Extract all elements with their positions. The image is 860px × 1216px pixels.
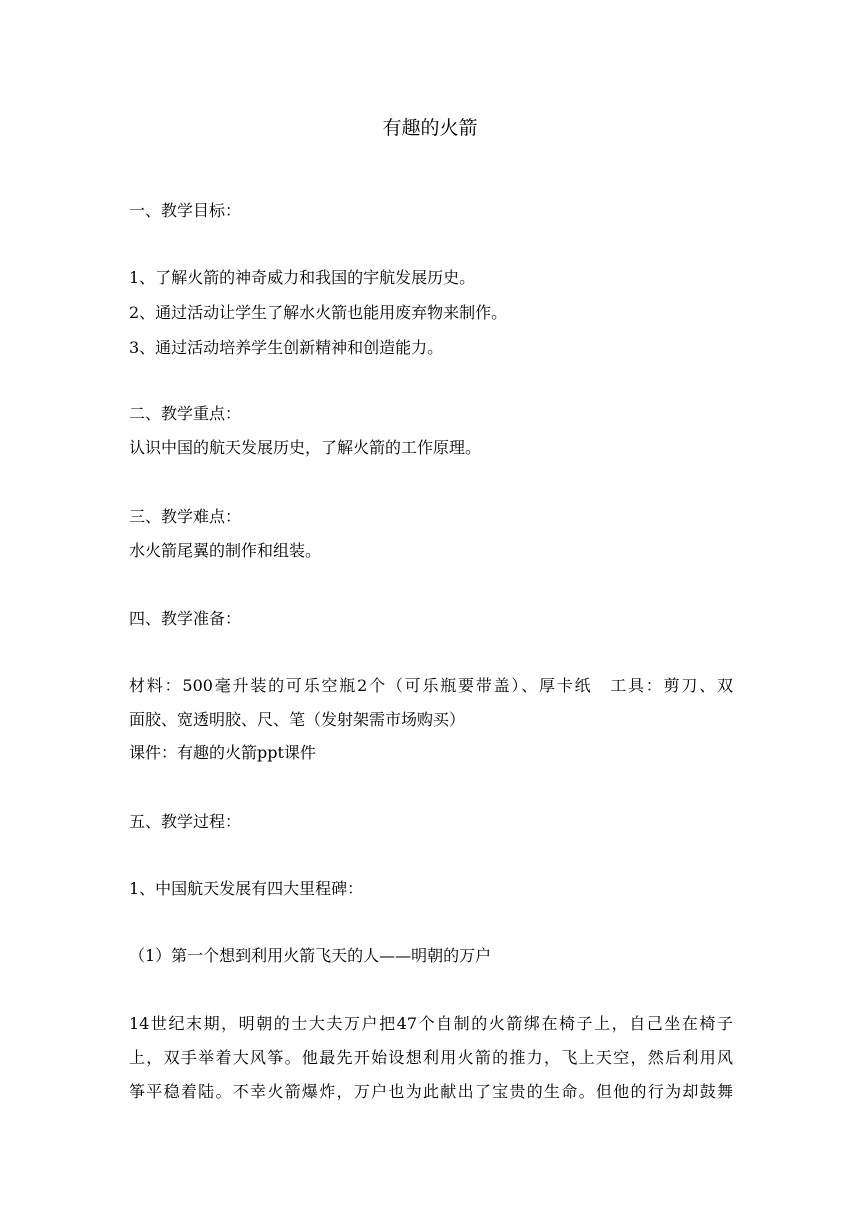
section5-heading: 五、教学过程： [129, 812, 242, 831]
document-title: 有趣的火箭 [382, 117, 478, 139]
process-sub-1: 1、中国航天发展有四大里程碑： [129, 879, 364, 898]
story-line-3: 筝平稳着陆。不幸火箭爆炸，万户也为此献出了宝贵的生命。但他的行为却鼓舞 [129, 1082, 733, 1101]
objective-item-2: 2、通过活动让学生了解水火箭也能用废弃物来制作。 [129, 303, 508, 322]
section3-heading: 三、教学难点： [129, 507, 242, 526]
story-line-1: 14世纪末期，明朝的士大夫万户把47个自制的火箭绑在椅子上，自己坐在椅子 [129, 1014, 733, 1033]
courseware-line: 课件：有趣的火箭ppt课件 [129, 743, 316, 762]
materials-line-2: 面胶、宽透明胶、尺、笔（发射架需市场购买） [129, 710, 466, 729]
objective-item-3: 3、通过活动培养学生创新精神和创造能力。 [129, 338, 444, 357]
section2-heading: 二、教学重点： [129, 404, 242, 423]
story-line-2: 上，双手举着大风筝。他最先开始设想利用火箭的推力，飞上天空，然后利用风 [129, 1048, 733, 1067]
section2-body: 认识中国的航天发展历史，了解火箭的工作原理。 [129, 438, 482, 457]
objective-item-1: 1、了解火箭的神奇威力和我国的宇航发展历史。 [129, 268, 476, 287]
milestone-1: （1）第一个想到利用火箭飞天的人——明朝的万户 [129, 946, 492, 965]
section3-body: 水火箭尾翼的制作和组装。 [129, 541, 322, 560]
section1-heading: 一、教学目标： [129, 201, 242, 220]
materials-line-1: 材料：500毫升装的可乐空瓶2个（可乐瓶要带盖）、厚卡纸 工具：剪刀、双 [129, 676, 733, 695]
section4-heading: 四、教学准备： [129, 609, 242, 628]
